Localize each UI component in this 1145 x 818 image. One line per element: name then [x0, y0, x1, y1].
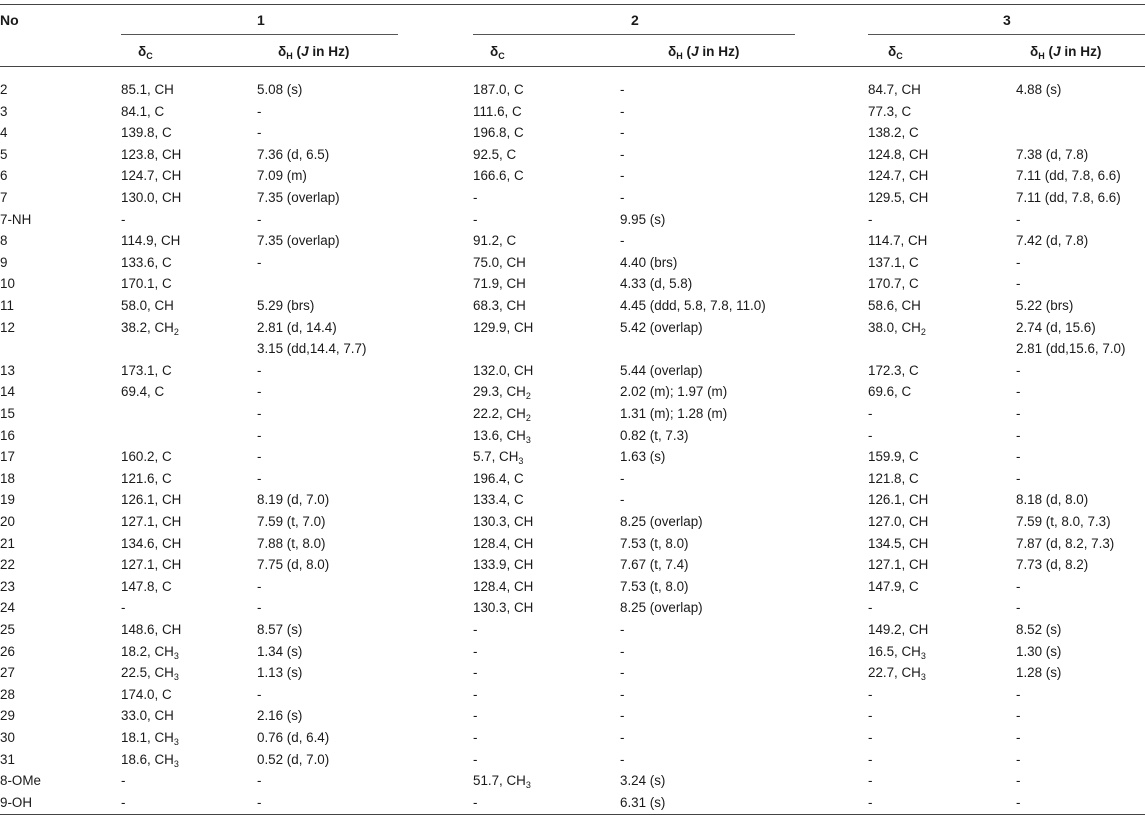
subheader-delta-c	[888, 44, 903, 60]
row-position-label: 13	[0, 362, 15, 378]
proton-shift-cell: -	[1016, 730, 1021, 745]
carbon-shift-cell: -	[868, 427, 873, 443]
proton-shift-cell: 8.18 (d, 8.0)	[1016, 492, 1089, 508]
proton-shift-cell: 7.35 (overlap)	[257, 190, 340, 205]
carbon-shift-cell: 18.6, $CH_3$	[121, 751, 179, 769]
carbon-shift-cell: 111.6, C	[473, 103, 522, 119]
carbon-shift-cell: 127.0, CH	[868, 514, 929, 529]
carbon-shift-cell: 29.3, $CH_2$	[473, 384, 531, 402]
row-position-label: 19	[0, 492, 15, 508]
delta-subscript: H	[1038, 51, 1045, 61]
proton-shift-cell: 2.81 (dd,15.6, 7.0)	[1016, 341, 1126, 357]
proton-shift-cell: 7.09 (m)	[257, 168, 307, 184]
carbon-shift-cell: 173.1, C	[121, 362, 172, 378]
carbon-shift-cell: 124.7, CH	[868, 168, 929, 184]
proton-shift-cell: 7.11 (dd, 7.8, 6.6)	[1016, 168, 1121, 184]
compound-header-1: 1	[257, 12, 265, 28]
carbon-shift-cell: 133.6, C	[121, 254, 172, 270]
paren-open: (	[682, 44, 692, 59]
delta-symbol: δ	[138, 44, 147, 59]
proton-shift-cell: 8.19 (d, 7.0)	[257, 492, 330, 508]
carbon-shift-cell: 22.2, $CH_2$	[473, 406, 531, 423]
carbon-shift-cell: 172.3, C	[868, 362, 919, 378]
carbon-shift-cell: 92.5, C	[473, 146, 517, 162]
carbon-shift-cell: 91.2, C	[473, 233, 517, 249]
proton-shift-cell: 1.63 (s)	[620, 449, 666, 465]
carbon-shift-cell: 196.8, C	[473, 125, 524, 141]
proton-shift-cell: 9.95 (s)	[620, 211, 666, 227]
proton-shift-cell: -	[257, 362, 262, 378]
carbon-shift-cell: -	[473, 622, 478, 637]
proton-shift-cell: -	[620, 82, 625, 97]
carbon-shift-cell: 134.6, CH	[121, 535, 182, 551]
carbon-shift-cell: -	[868, 708, 873, 724]
proton-shift-cell: 7.53 (t, 8.0)	[620, 535, 689, 551]
proton-shift-cell: -	[1016, 600, 1021, 616]
carbon-shift-cell: 51.7, $CH_3$	[473, 773, 531, 791]
proton-shift-cell: -	[620, 665, 625, 681]
header-bottom-rule	[0, 66, 1145, 67]
carbon-shift-cell: 126.1, CH	[121, 492, 182, 508]
row-position-label: 31	[0, 751, 15, 767]
delta-subscript: H	[286, 51, 293, 61]
proton-shift-cell: 4.88 (s)	[1016, 82, 1062, 97]
subheader-delta-c	[138, 44, 153, 60]
carbon-shift-cell: 170.7, C	[868, 276, 919, 292]
carbon-shift-cell: -	[473, 794, 478, 810]
proton-shift-cell: 5.42 (overlap)	[620, 319, 703, 335]
delta-subscript: H	[676, 51, 683, 61]
carbon-shift-cell: -	[868, 406, 873, 421]
carbon-shift-cell: 114.7, CH	[868, 233, 928, 249]
row-position-label: 7-NH	[0, 211, 32, 227]
carbon-shift-cell: 121.6, C	[121, 470, 172, 486]
carbon-shift-cell: -	[868, 794, 873, 810]
row-position-label: 10	[0, 276, 15, 292]
proton-shift-cell: -	[1016, 427, 1021, 443]
proton-shift-cell: 7.67 (t, 7.4)	[620, 557, 689, 573]
carbon-shift-cell: 58.6, CH	[868, 298, 921, 313]
delta-symbol: δ	[668, 44, 677, 59]
carbon-shift-cell: 77.3, C	[868, 103, 912, 119]
carbon-shift-cell: 149.2, CH	[868, 622, 929, 637]
row-position-label: 11	[0, 298, 14, 313]
proton-shift-cell: 1.31 (m); 1.28 (m)	[620, 406, 728, 421]
row-position-label: 24	[0, 600, 15, 616]
carbon-shift-cell: 18.2, $CH_3$	[121, 643, 179, 661]
carbon-shift-cell: 124.8, CH	[868, 146, 929, 162]
column-header-no: No	[0, 12, 19, 28]
proton-shift-cell: -	[1016, 751, 1021, 767]
carbon-shift-cell: 137.1, C	[868, 254, 919, 270]
carbon-shift-cell: 33.0, CH	[121, 708, 174, 724]
proton-shift-cell: 7.73 (d, 8.2)	[1016, 557, 1089, 573]
carbon-shift-cell: -	[473, 665, 478, 681]
proton-shift-cell: 2.02 (m); 1.97 (m)	[620, 384, 728, 400]
row-position-label: 18	[0, 470, 15, 486]
carbon-shift-cell: 58.0, CH	[121, 298, 174, 313]
carbon-shift-cell: -	[868, 751, 873, 767]
proton-shift-cell: -	[1016, 384, 1021, 400]
carbon-shift-cell: 38.2, $CH_2$	[121, 319, 179, 337]
carbon-shift-cell: 160.2, C	[121, 449, 172, 465]
proton-shift-cell: 5.44 (overlap)	[620, 362, 703, 378]
carbon-shift-cell: 85.1, CH	[121, 82, 174, 97]
proton-shift-cell: 3.15 (dd,14.4, 7.7)	[257, 341, 367, 357]
proton-shift-cell: -	[620, 686, 625, 702]
paren-open: (	[292, 44, 302, 59]
proton-shift-cell: 5.29 (brs)	[257, 298, 315, 313]
proton-shift-cell: -	[257, 686, 262, 702]
proton-shift-cell: -	[1016, 578, 1021, 594]
proton-shift-cell: -	[1016, 773, 1021, 789]
paren-rest: in Hz)	[308, 44, 350, 59]
row-position-label: 23	[0, 578, 15, 594]
carbon-shift-cell: 121.8, C	[868, 470, 919, 486]
proton-shift-cell: -	[257, 254, 262, 270]
carbon-shift-cell: -	[121, 211, 126, 227]
proton-shift-cell: -	[620, 103, 625, 119]
carbon-shift-cell: 187.0, C	[473, 82, 524, 97]
carbon-shift-cell: 139.8, C	[121, 125, 172, 141]
proton-shift-cell: -	[1016, 362, 1021, 378]
proton-shift-cell: 4.45 (ddd, 5.8, 7.8, 11.0)	[620, 298, 766, 313]
proton-shift-cell: -	[1016, 708, 1021, 724]
carbon-shift-cell: 127.1, CH	[121, 514, 182, 529]
proton-shift-cell: 3.24 (s)	[620, 773, 666, 789]
proton-shift-cell: -	[257, 773, 262, 789]
carbon-shift-cell: -	[473, 643, 478, 659]
row-position-label: 15	[0, 406, 15, 421]
proton-shift-cell: -	[620, 708, 625, 724]
proton-shift-cell: -	[620, 233, 625, 249]
row-position-label: 29	[0, 708, 15, 724]
compound-3-underline	[868, 34, 1145, 35]
carbon-shift-cell: 130.3, CH	[473, 514, 534, 529]
row-position-label: 8-OMe	[0, 773, 41, 789]
carbon-shift-cell: 127.1, CH	[868, 557, 929, 573]
proton-shift-cell: 0.82 (t, 7.3)	[620, 427, 689, 443]
carbon-shift-cell: 13.6, $CH_3$	[473, 427, 531, 445]
delta-subscript: C	[498, 51, 505, 61]
delta-symbol: δ	[278, 44, 287, 59]
proton-shift-cell: -	[257, 125, 262, 141]
compound-1-underline	[121, 34, 398, 35]
subheader-delta-c	[490, 44, 505, 60]
proton-shift-cell: -	[257, 406, 262, 421]
carbon-shift-cell: -	[473, 730, 478, 745]
delta-symbol: δ	[888, 44, 897, 59]
proton-shift-cell: -	[257, 211, 262, 227]
carbon-shift-cell: 114.9, CH	[121, 233, 181, 249]
proton-shift-cell: -	[620, 470, 625, 486]
paren-rest: in Hz)	[1060, 44, 1102, 59]
proton-shift-cell: 7.36 (d, 6.5)	[257, 146, 330, 162]
carbon-shift-cell: 18.1, $CH_3$	[121, 730, 179, 747]
carbon-shift-cell: -	[473, 190, 478, 205]
carbon-shift-cell: 138.2, C	[868, 125, 919, 141]
table-bottom-rule	[0, 814, 1145, 815]
proton-shift-cell: 7.11 (dd, 7.8, 6.6)	[1016, 190, 1121, 205]
proton-shift-cell: -	[620, 622, 625, 637]
carbon-shift-cell: 5.7, $CH_3$	[473, 449, 524, 467]
proton-shift-cell: -	[620, 643, 625, 659]
proton-shift-cell: 7.75 (d, 8.0)	[257, 557, 330, 573]
row-position-label: 22	[0, 557, 15, 573]
proton-shift-cell: 4.40 (brs)	[620, 254, 678, 270]
carbon-shift-cell: 130.0, CH	[121, 190, 182, 205]
carbon-shift-cell: 147.8, C	[121, 578, 172, 594]
proton-shift-cell: 0.52 (d, 7.0)	[257, 751, 330, 767]
carbon-shift-cell: 22.7, $CH_3$	[868, 665, 926, 683]
carbon-shift-cell: 124.7, CH	[121, 168, 182, 184]
carbon-shift-cell: 196.4, C	[473, 470, 524, 486]
proton-shift-cell: 8.25 (overlap)	[620, 600, 703, 616]
carbon-shift-cell: -	[121, 773, 126, 789]
proton-shift-cell: 8.52 (s)	[1016, 622, 1062, 637]
proton-shift-cell: -	[620, 168, 625, 184]
carbon-shift-cell: 127.1, CH	[121, 557, 182, 573]
proton-shift-cell: -	[1016, 276, 1021, 292]
carbon-shift-cell: 166.6, C	[473, 168, 524, 184]
delta-symbol: δ	[1030, 44, 1039, 59]
row-position-label: 30	[0, 730, 15, 745]
carbon-shift-cell: 128.4, CH	[473, 535, 534, 551]
proton-shift-cell: 1.13 (s)	[257, 665, 303, 681]
row-position-label: 3	[0, 103, 8, 119]
proton-shift-cell: 2.81 (d, 14.4)	[257, 319, 337, 335]
row-position-label: 20	[0, 514, 15, 529]
carbon-shift-cell: 84.7, CH	[868, 82, 921, 97]
coupling-j-symbol: J	[691, 44, 699, 59]
carbon-shift-cell: -	[868, 686, 873, 702]
coupling-j-symbol: J	[1053, 44, 1061, 59]
proton-shift-cell: -	[1016, 254, 1021, 270]
carbon-shift-cell: -	[121, 794, 126, 810]
compound-2-underline	[473, 34, 795, 35]
compound-header-3: 3	[1003, 12, 1011, 28]
carbon-shift-cell: -	[868, 773, 873, 789]
proton-shift-cell: -	[1016, 449, 1021, 465]
proton-shift-cell: 7.42 (d, 7.8)	[1016, 233, 1089, 249]
proton-shift-cell: 2.16 (s)	[257, 708, 303, 724]
carbon-shift-cell: 71.9, CH	[473, 276, 526, 292]
proton-shift-cell: -	[1016, 406, 1021, 421]
row-position-label: 6	[0, 168, 8, 184]
row-position-label: 12	[0, 319, 15, 335]
proton-shift-cell: -	[257, 427, 262, 443]
carbon-shift-cell: 133.9, CH	[473, 557, 534, 573]
row-position-label: 25	[0, 622, 15, 637]
row-position-label: 28	[0, 686, 15, 702]
proton-shift-cell: -	[620, 730, 625, 745]
carbon-shift-cell: -	[473, 751, 478, 767]
row-position-label: 9-OH	[0, 794, 32, 810]
delta-subscript: C	[146, 51, 153, 61]
proton-shift-cell: 5.08 (s)	[257, 82, 303, 97]
carbon-shift-cell: -	[868, 211, 873, 227]
proton-shift-cell: -	[257, 384, 262, 400]
proton-shift-cell: -	[257, 449, 262, 465]
proton-shift-cell: 7.87 (d, 8.2, 7.3)	[1016, 535, 1115, 551]
proton-shift-cell: -	[1016, 211, 1021, 227]
carbon-shift-cell: 123.8, CH	[121, 146, 182, 162]
subheader-delta-h	[1030, 44, 1101, 60]
carbon-shift-cell: 147.9, C	[868, 578, 919, 594]
coupling-j-symbol: J	[301, 44, 309, 59]
subheader-delta-h	[278, 44, 349, 60]
proton-shift-cell: 2.74 (d, 15.6)	[1016, 319, 1096, 335]
row-position-label: 14	[0, 384, 15, 400]
proton-shift-cell: 5.22 (brs)	[1016, 298, 1074, 313]
proton-shift-cell: -	[620, 125, 625, 141]
carbon-shift-cell: 132.0, CH	[473, 362, 534, 378]
proton-shift-cell: 7.59 (t, 8.0, 7.3)	[1016, 514, 1111, 529]
proton-shift-cell: 1.30 (s)	[1016, 643, 1062, 659]
carbon-shift-cell: 128.4, CH	[473, 578, 534, 594]
proton-shift-cell: 4.33 (d, 5.8)	[620, 276, 693, 292]
row-position-label: 21	[0, 535, 15, 551]
paren-rest: in Hz)	[698, 44, 740, 59]
carbon-shift-cell: -	[121, 600, 126, 616]
carbon-shift-cell: 69.4, C	[121, 384, 165, 400]
carbon-shift-cell: 129.9, CH	[473, 319, 534, 335]
carbon-shift-cell: 84.1, C	[121, 103, 165, 119]
row-position-label: 5	[0, 146, 8, 162]
proton-shift-cell: 8.25 (overlap)	[620, 514, 703, 529]
proton-shift-cell: 8.57 (s)	[257, 622, 303, 637]
paren-open: (	[1044, 44, 1054, 59]
carbon-shift-cell: -	[868, 600, 873, 616]
proton-shift-cell: 7.88 (t, 8.0)	[257, 535, 326, 551]
proton-shift-cell: -	[257, 470, 262, 486]
row-position-label: 4	[0, 125, 8, 141]
row-position-label: 16	[0, 427, 15, 443]
proton-shift-cell: -	[257, 600, 262, 616]
proton-shift-cell: -	[1016, 686, 1021, 702]
proton-shift-cell: 0.76 (d, 6.4)	[257, 730, 330, 745]
proton-shift-cell: -	[620, 190, 625, 205]
carbon-shift-cell: -	[473, 211, 478, 227]
carbon-shift-cell: 174.0, C	[121, 686, 172, 702]
carbon-shift-cell: 22.5, $CH_3$	[121, 665, 179, 683]
carbon-shift-cell: 38.0, $CH_2$	[868, 319, 926, 337]
carbon-shift-cell: 134.5, CH	[868, 535, 929, 551]
row-position-label: 17	[0, 449, 15, 465]
table-top-rule	[0, 4, 1145, 5]
carbon-shift-cell: 130.3, CH	[473, 600, 534, 616]
proton-shift-cell: -	[257, 103, 262, 119]
proton-shift-cell: -	[620, 492, 625, 508]
proton-shift-cell: 1.28 (s)	[1016, 665, 1062, 681]
carbon-shift-cell: 129.5, CH	[868, 190, 929, 205]
row-position-label: 8	[0, 233, 8, 249]
row-position-label: 26	[0, 643, 15, 659]
proton-shift-cell: -	[620, 751, 625, 767]
carbon-shift-cell: 170.1, C	[121, 276, 172, 292]
proton-shift-cell: -	[620, 146, 625, 162]
carbon-shift-cell: 68.3, CH	[473, 298, 526, 313]
carbon-shift-cell: 159.9, C	[868, 449, 919, 465]
carbon-shift-cell: 75.0, CH	[473, 254, 526, 270]
row-position-label: 9	[0, 254, 8, 270]
carbon-shift-cell: 133.4, C	[473, 492, 524, 508]
carbon-shift-cell: -	[868, 730, 873, 745]
proton-shift-cell: -	[1016, 470, 1021, 486]
row-position-label: 27	[0, 665, 15, 681]
carbon-shift-cell: -	[473, 686, 478, 702]
compound-header-2: 2	[631, 12, 639, 28]
carbon-shift-cell: 69.6, C	[868, 384, 912, 400]
proton-shift-cell: -	[1016, 794, 1021, 810]
proton-shift-cell: -	[257, 794, 262, 810]
delta-subscript: C	[896, 51, 903, 61]
carbon-shift-cell: 148.6, CH	[121, 622, 182, 637]
subheader-delta-h	[668, 44, 739, 60]
proton-shift-cell: -	[257, 578, 262, 594]
proton-shift-cell: 1.34 (s)	[257, 643, 303, 659]
proton-shift-cell: 6.31 (s)	[620, 794, 666, 810]
proton-shift-cell: 7.35 (overlap)	[257, 233, 340, 249]
carbon-shift-cell: -	[473, 708, 478, 724]
proton-shift-cell: 7.38 (d, 7.8)	[1016, 146, 1089, 162]
delta-symbol: δ	[490, 44, 499, 59]
carbon-shift-cell: 16.5, $CH_3$	[868, 643, 926, 661]
carbon-shift-cell: 126.1, CH	[868, 492, 929, 508]
row-position-label: 7	[0, 190, 8, 205]
proton-shift-cell: 7.53 (t, 8.0)	[620, 578, 689, 594]
row-position-label: 2	[0, 82, 8, 97]
proton-shift-cell: 7.59 (t, 7.0)	[257, 514, 326, 529]
